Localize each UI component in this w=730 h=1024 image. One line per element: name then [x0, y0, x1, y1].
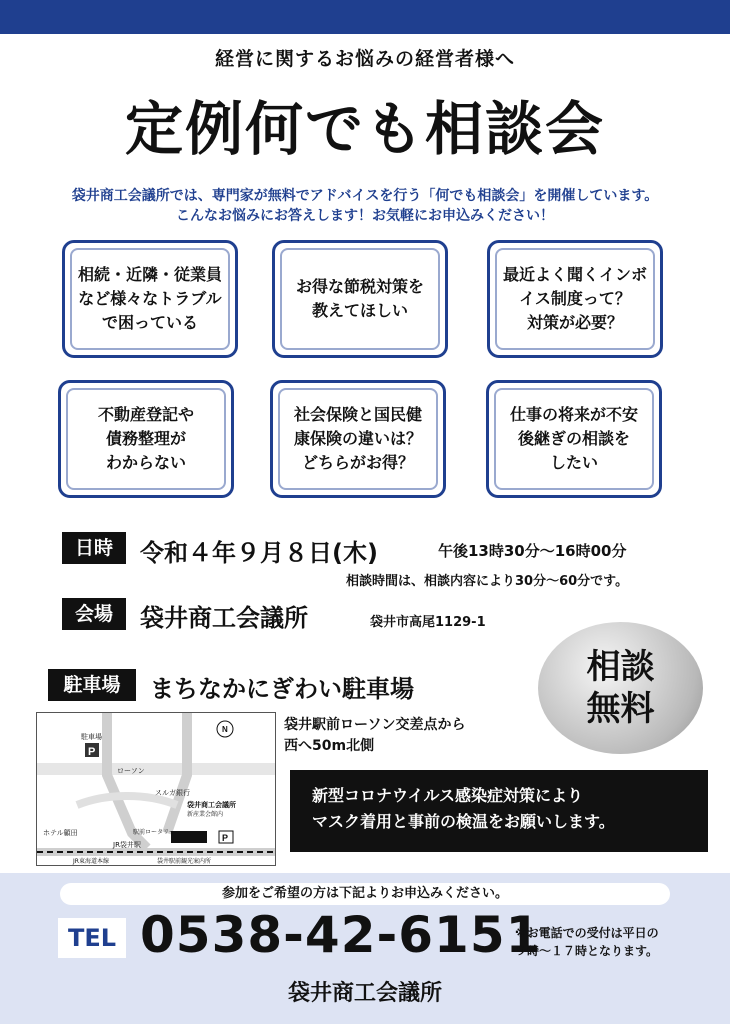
apply-instruction-bar: 参加をご希望の方は下記よりお申込みください。	[60, 883, 670, 905]
topic-line: イス制度って？	[519, 289, 631, 308]
subtitle: 経営に関するお悩みの経営者様へ	[214, 48, 515, 70]
map-north-text: N	[222, 725, 228, 734]
topic-line: 不動産登記や	[97, 405, 194, 424]
map-rotary-text: 駅前ロータリー	[133, 829, 176, 836]
topic-card-tax	[272, 240, 448, 358]
map-chamber-building	[171, 831, 207, 843]
map-road-main	[37, 763, 275, 775]
map-chamber-sub: 新産業会館内	[187, 811, 224, 818]
phone-note-line-1: ※お電話での受付は平日の	[515, 926, 659, 940]
venue-address: 袋井市高尾1129-1	[370, 615, 486, 630]
topic-line: したい	[549, 453, 598, 472]
topic-card-trouble	[62, 240, 238, 358]
phone-number[interactable]: 0538-42-6151	[140, 906, 542, 964]
topic-line: 康保険の違いは？	[293, 429, 422, 448]
parking-name: まちなかにぎわい駐車場	[150, 675, 414, 703]
topic-line: 最近よく聞くインボ	[502, 265, 647, 284]
topic-line: わからない	[105, 453, 186, 472]
map-parking-p-2: P	[222, 833, 229, 843]
free-badge-line-2: 無料	[586, 689, 655, 729]
map-lawson-text: ローソン	[117, 767, 145, 775]
map-parking-p: P	[88, 746, 96, 758]
parking-label: 駐車場	[48, 669, 136, 701]
topic-line: 対策が必要？	[526, 313, 623, 332]
map-hotel-text: ホテル顧田	[43, 829, 78, 837]
map-road-curve	[77, 796, 177, 805]
phone-hours-note	[515, 924, 659, 960]
topic-line: など様々なトラブル	[78, 289, 222, 308]
map-drawing	[37, 713, 275, 865]
intro-line-1: 袋井商工会議所では、専門家が無料でアドバイスを行う「何でも相談会」を開催しています。	[71, 188, 659, 204]
notice-line-1: 新型コロナウイルス感染症対策により	[312, 786, 584, 805]
phone-note-line-2: ９時～１７時となります。	[515, 944, 659, 958]
map-suruga-text: スルガ銀行	[155, 789, 190, 797]
parking-access-text	[284, 715, 465, 757]
topic-line: どちらがお得？	[301, 453, 414, 472]
access-line-2: 西へ50m北側	[284, 738, 375, 754]
topic-line: お得な節税対策を	[295, 277, 424, 296]
venue-label: 会場	[62, 598, 126, 630]
map-chamber-text: 袋井商工会議所	[187, 801, 236, 809]
intro-line-2: こんなお悩みにお答えします！お気軽にお申込みください！	[176, 208, 554, 224]
topic-line: で困っている	[101, 313, 198, 332]
page-title: 定例何でも相談会	[124, 95, 605, 163]
covid-notice	[290, 770, 708, 852]
map-station-text: JR袋井駅	[113, 841, 141, 849]
free-consult-badge	[538, 622, 703, 754]
venue-name: 袋井商工会議所	[140, 604, 308, 632]
intro-text	[0, 186, 730, 226]
map-road-south	[107, 713, 147, 848]
map-parking-text: 駐車場	[81, 733, 102, 741]
consult-duration-note: 相談時間は、相談内容により30分～60分です。	[346, 574, 629, 589]
top-banner	[0, 0, 730, 34]
free-badge-line-1: 相談	[586, 647, 655, 687]
topic-line: 仕事の将来が不安	[509, 405, 638, 424]
topic-line: 後継ぎの相談を	[517, 429, 630, 448]
topic-card-insurance	[270, 380, 446, 498]
event-date: 令和４年９月８日(木)	[140, 539, 378, 567]
map-north-exit-text: 袋井駅前観光案内所	[157, 858, 212, 865]
datetime-label: 日時	[62, 532, 126, 564]
topic-line: 債務整理が	[105, 429, 186, 448]
organization-name: 袋井商工会議所	[287, 981, 442, 1006]
tel-label: TEL	[58, 918, 126, 958]
access-map	[36, 712, 276, 866]
topic-card-realestate	[58, 380, 234, 498]
topic-card-succession	[486, 380, 662, 498]
topic-line: 相続・近隣・従業員	[77, 265, 222, 284]
event-time: 午後13時30分～16時00分	[438, 542, 627, 560]
topic-card-invoice	[487, 240, 663, 358]
topic-line: 社会保険と国民健	[293, 405, 422, 424]
map-tokai-text: JR東海道本線	[73, 858, 109, 865]
notice-line-2: マスク着用と事前の検温をお願いします。	[312, 812, 615, 831]
topic-line: 教えてほしい	[311, 301, 408, 320]
access-line-1: 袋井駅前ローソン交差点から	[284, 717, 466, 733]
